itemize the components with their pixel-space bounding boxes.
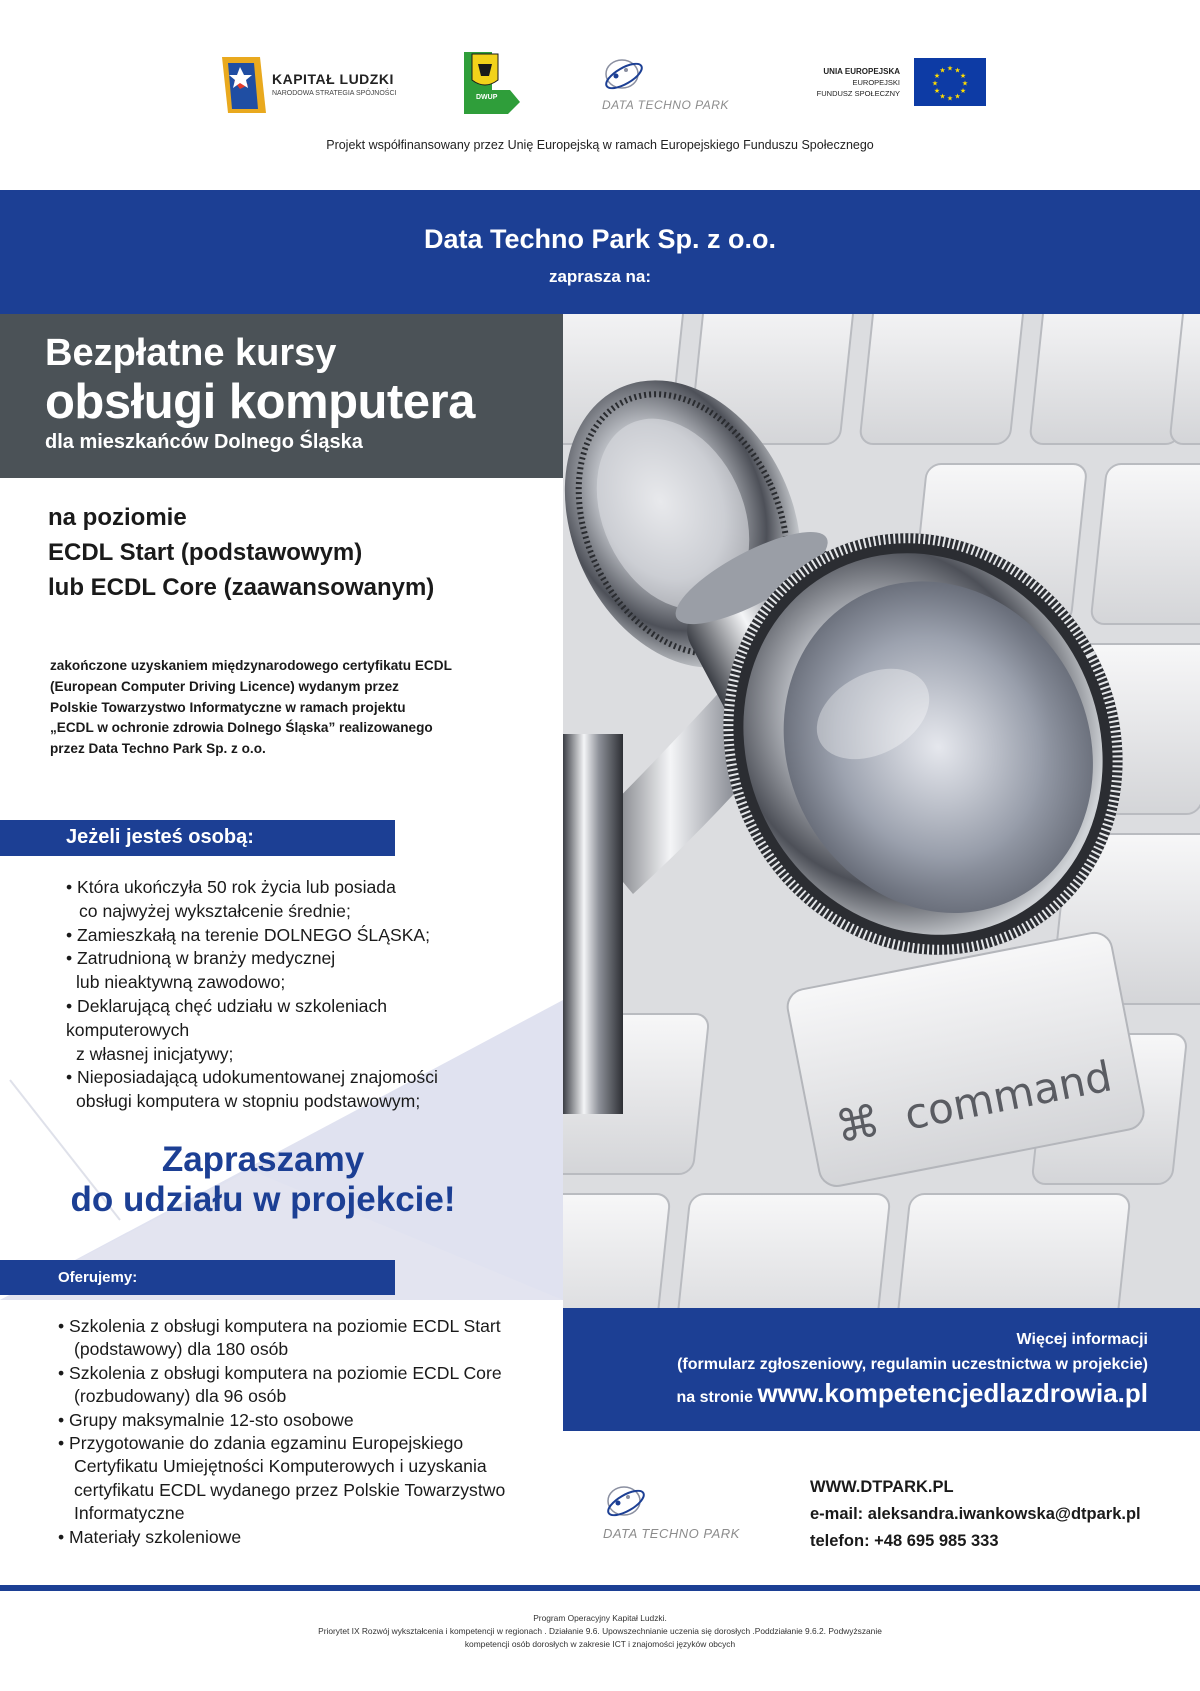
eu-star-icon: ★: [946, 95, 954, 103]
levels-line: na poziomie: [48, 504, 187, 531]
cta-line2: do udziału w projekcie!: [70, 1180, 456, 1219]
eu-star-icon: ★: [939, 93, 946, 101]
more-info-box: [563, 1308, 1200, 1431]
dtp-orbit-icon: [600, 1478, 660, 1526]
list-item: (podstawowy) dla 180 osób: [74, 1339, 289, 1360]
certinfo-line: zakończone uzyskaniem międzynarodowego certyfikatu ECDL: [50, 658, 452, 673]
list-item: • Zamieszkałą na terenie DOLNEGO ŚLĄSKA;: [66, 924, 431, 945]
eu-star-icon: ★: [946, 65, 954, 73]
eu-line2: EUROPEJSKI: [852, 78, 900, 87]
levels-line: ECDL Start (podstawowym): [48, 539, 363, 566]
info-line3: [563, 1378, 1148, 1413]
eu-star-icon: ★: [933, 88, 941, 95]
list-item: • Nieposiadającą udokumentowanej znajomości: [66, 1067, 438, 1088]
certinfo-line: „ECDL w ochronie zdrowia Dolnego Śląska” realizowanego: [50, 720, 433, 736]
website-link[interactable]: WWW.DTPARK.PL: [810, 1478, 954, 1496]
levels-line: lub ECDL Core (zaawansowanym): [48, 574, 435, 601]
list-item: certyfikatu ECDL wydanego przez Polskie Towarzystwo: [74, 1479, 506, 1500]
stethoscope-on-keyboard-image: [563, 314, 1200, 1308]
dwup-emblem-icon: [462, 50, 522, 116]
data-techno-park-logo-top: [598, 52, 758, 118]
list-item: obsługi komputera w stopniu podstawowym;: [76, 1091, 421, 1112]
list-item: • Zatrudnioną w branży medycznej: [66, 948, 336, 969]
offer-list: [58, 1315, 558, 1549]
eu-star-icon: ★: [954, 93, 961, 101]
list-item: (rozbudowany) dla 96 osób: [74, 1386, 287, 1407]
email-link[interactable]: e-mail: aleksandra.iwankowska@dtpark.pl: [810, 1505, 1141, 1523]
footer-program-info: [0, 1612, 1200, 1651]
dtp-name-top: DATA TECHNO PARK: [602, 98, 729, 112]
title-line2: obsługi komputera: [45, 375, 475, 429]
dwup-label: DWUP: [476, 94, 498, 101]
course-title-box: [0, 314, 563, 478]
cofunding-note: Projekt współfinansowany przez Unię Europejską w ramach Europejskiego Funduszu Społecznego: [326, 138, 874, 152]
title-line3: dla mieszkańców Dolnego Śląska: [45, 431, 363, 453]
eu-star-icon: ★: [954, 67, 961, 75]
list-item: lub nieaktywną zawodowo;: [76, 972, 286, 993]
footer-divider: [0, 1585, 1200, 1591]
kapital-ludzki-title: KAPITAŁ LUDZKI: [272, 71, 394, 87]
eu-line1: UNIA EUROPEJSKA: [823, 67, 900, 76]
list-item: • Szkolenia z obsługi komputera na poziomie ECDL Core: [58, 1362, 502, 1383]
command-key-label: command: [900, 1051, 1116, 1140]
eligibility-heading: Jeżeli jesteś osobą:: [0, 820, 395, 856]
footer-line: Program Operacyjny Kapitał Ludzki.: [533, 1613, 667, 1623]
eu-text: [817, 66, 900, 99]
list-item: • Która ukończyła 50 rok życia lub posiada: [66, 877, 396, 897]
company-name: Data Techno Park Sp. z o.o.: [423, 224, 777, 254]
list-item: • Grupy maksymalnie 12-sto osobowe: [58, 1409, 354, 1430]
eu-star-icon: ★: [933, 73, 941, 80]
command-key-symbol: ⌘: [831, 1095, 885, 1154]
dtp-name-bottom: DATA TECHNO PARK: [603, 1526, 740, 1541]
eu-star-icon: ★: [939, 67, 946, 75]
invite-text: zaprasza na:: [548, 267, 652, 286]
eu-star-icon: ★: [959, 73, 967, 80]
list-item: • Szkolenia z obsługi komputera na poziomie ECDL Start: [58, 1316, 501, 1336]
eu-star-icon: ★: [961, 80, 969, 88]
logo-row: [0, 0, 1200, 190]
contact-details: [810, 1474, 1141, 1555]
eligibility-list: [66, 876, 546, 1114]
phone-number[interactable]: telefon: +48 695 985 333: [810, 1532, 999, 1550]
kapital-ludzki-subtitle: NARODOWA STRATEGIA SPÓJNOŚCI: [272, 90, 397, 97]
title-line1: Bezpłatne kursy: [45, 332, 337, 374]
stethoscope-keyboard-photo: [563, 314, 1200, 1308]
list-item: • Przygotowanie do zdania egzaminu Europejskiego: [58, 1433, 464, 1454]
certificate-info: [50, 656, 452, 760]
invitation-callout: [0, 1140, 526, 1220]
list-item: • Materiały szkoleniowe: [58, 1526, 242, 1547]
list-item: Informatyczne: [74, 1503, 185, 1524]
course-levels: [48, 500, 434, 605]
list-item: • Deklarującą chęć udziału w szkoleniach: [66, 995, 388, 1016]
eu-line3: FUNDUSZ SPOŁECZNY: [816, 89, 900, 98]
project-website-link[interactable]: www.kompetencjedlazdrowia.pl: [757, 1378, 1148, 1408]
footer-line: Priorytet IX Rozwój wykształcenia i kompetencji w regionach . Działanie 9.6. Upowszechnianie uczenia się dorosłych .Poddziałanie 9.6.2. Podwyższanie: [318, 1626, 882, 1636]
eu-flag-icon: [914, 58, 986, 106]
certinfo-line: Polskie Towarzystwo Informatyczne w ramach projektu: [50, 699, 406, 715]
info-line1: Więcej informacji: [1016, 1331, 1148, 1348]
dwup-logo: [462, 50, 522, 116]
header-band: [0, 190, 1200, 314]
dtp-orbit-icon: [598, 52, 658, 98]
kapital-ludzki-logo: [220, 55, 420, 115]
cta-line1: Zapraszamy: [161, 1140, 365, 1179]
list-item: z własnej inicjatywy;: [76, 1043, 234, 1064]
certinfo-line: (European Computer Driving Licence) wydanym przez: [50, 678, 399, 694]
list-item: komputerowych: [66, 1019, 190, 1040]
info-line2: (formularz zgłoszeniowy, regulamin uczestnictwa w projekcie): [677, 1356, 1148, 1373]
list-item: co najwyżej wykształcenie średnie;: [79, 900, 351, 921]
offer-heading: Oferujemy:: [0, 1260, 395, 1295]
list-item: Certyfikatu Umiejętności Komputerowych i uzyskania: [74, 1456, 487, 1477]
eu-star-icon: ★: [931, 80, 939, 88]
footer-line: kompetencji osób dorosłych w zakresie ICT i znajomości języków obcych: [464, 1639, 736, 1649]
certinfo-line: przez Data Techno Park Sp. z o.o.: [50, 741, 266, 757]
eu-logo: [800, 58, 986, 110]
eu-star-icon: ★: [959, 88, 967, 95]
kapital-ludzki-emblem-icon: [220, 55, 268, 115]
info-url-prefix: na stronie: [676, 1389, 753, 1406]
data-techno-park-logo-bottom: [600, 1478, 780, 1548]
